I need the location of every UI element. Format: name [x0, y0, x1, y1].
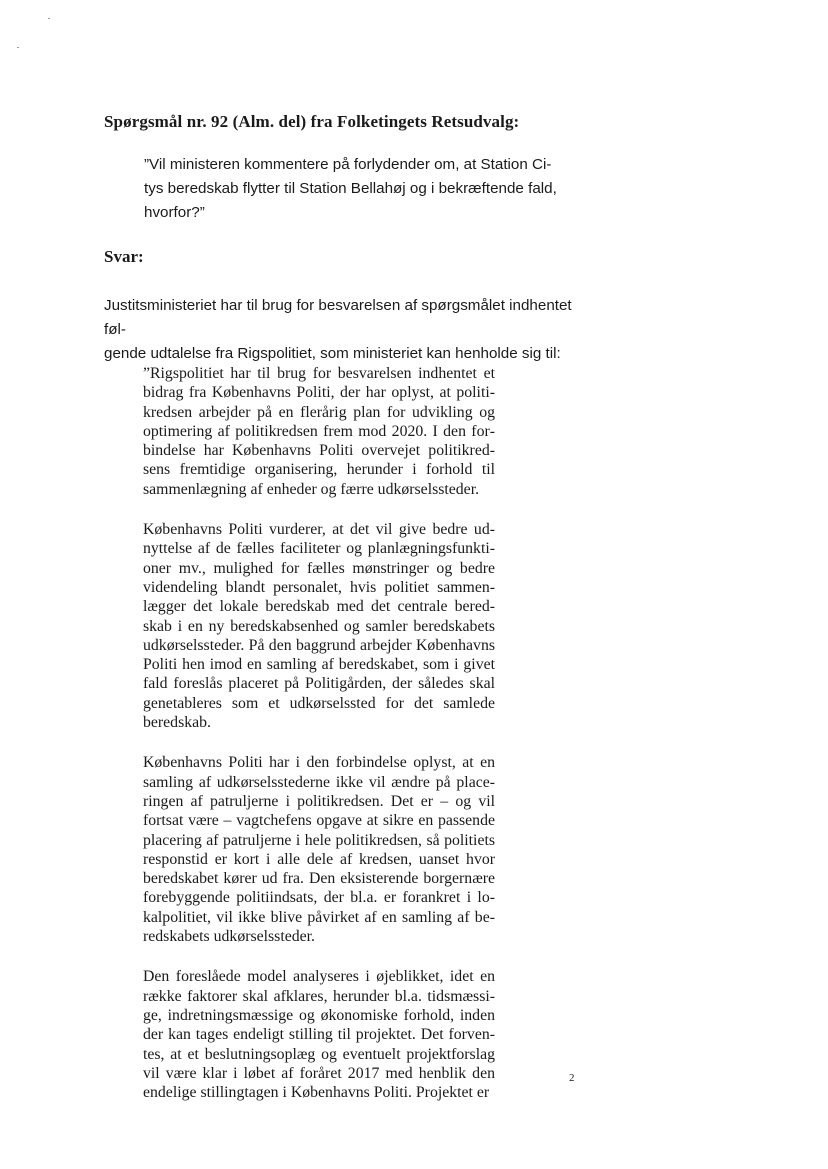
intro-line: gende udtalelse fra Rigspolitiet, som ministeriet kan henholde sig til: [104, 345, 561, 362]
quote-paragraph: Københavns Politi har i den forbindelse oplyst, at en samling af udkørselsstederne ikke vil ændre på placeringen af patruljerne i politikredsen. Det er – og vil fortsat være – vagtchefens opgave at sikre en passende placering af patruljerne i hele politikredsen, så politiets responstid er kort i alle dele af kredsen, uanset hvor beredskabet kører ud fra. Den eksisterende borgernære forebyggende politiindsats, der bl.a. er forankret i lokalpolitiet, vil ikke blive påvirket af en samling af beredskabets udkørselssteder. [143, 754, 495, 946]
question-line: ”Vil ministeren kommentere på forlydender om, at Station Ci- [144, 156, 552, 173]
scan-speck [48, 18, 50, 19]
scan-speck [17, 47, 19, 48]
quote-paragraph: Den foreslåede model analyseres i øjeblikket, idet en række faktorer skal afklares, herunder bl.a. tidsmæssige, indretningsmæssige og økonomiske forhold, inden der kan tages endeligt stilling til projektet. Det forventes, at et beslutningsoplæg og eventuelt projektforslag vil være klar i løbet af foråret 2017 med henblik den endelige stillingtagen i Københavns Politi. Projektet er [143, 968, 495, 1102]
answer-intro [104, 294, 588, 366]
question-text [144, 153, 564, 225]
question-line: tys beredskab flytter til Station Bellahøj og i bekræftende fald, [144, 180, 557, 197]
quoted-statement [143, 364, 495, 1123]
question-heading: Spørgsmål nr. 92 (Alm. del) fra Folketingets Retsudvalg: [104, 112, 520, 131]
answer-heading: Svar: [104, 247, 144, 266]
intro-line: Justitsministeriet har til brug for besvarelsen af spørgsmålet indhentet føl- [104, 297, 572, 338]
question-line: hvorfor?” [144, 204, 205, 221]
page-number: 2 [569, 1072, 575, 1084]
quote-paragraph: Københavns Politi vurderer, at det vil give bedre udnyttelse af de fælles faciliteter og planlægningsfunktioner mv., mulighed for fælles mønstringer og bedre videndeling blandt personalet, hvis politiet sammenlægger det lokale beredskab med det centrale beredskab i en ny beredskabsenhed og samler beredskabets udkørselssteder. På den baggrund arbejder Københavns Politi hen imod en samling af beredskabet, som i givet fald foreslås placeret på Politigården, der således skal genetableres som et udkørselssted for det samlede beredskab. [143, 521, 495, 732]
quote-paragraph: ”Rigspolitiet har til brug for besvarelsen indhentet et bidrag fra Københavns Politi, der har oplyst, at politikredsen arbejder på en flerårig plan for udvikling og optimering af politikredsen frem mod 2020. I den forbindelse har Københavns Politi overvejet politikredsens fremtidige organisering, herunder i forhold til sammenlægning af enheder og færre udkørselssteder. [143, 365, 495, 498]
